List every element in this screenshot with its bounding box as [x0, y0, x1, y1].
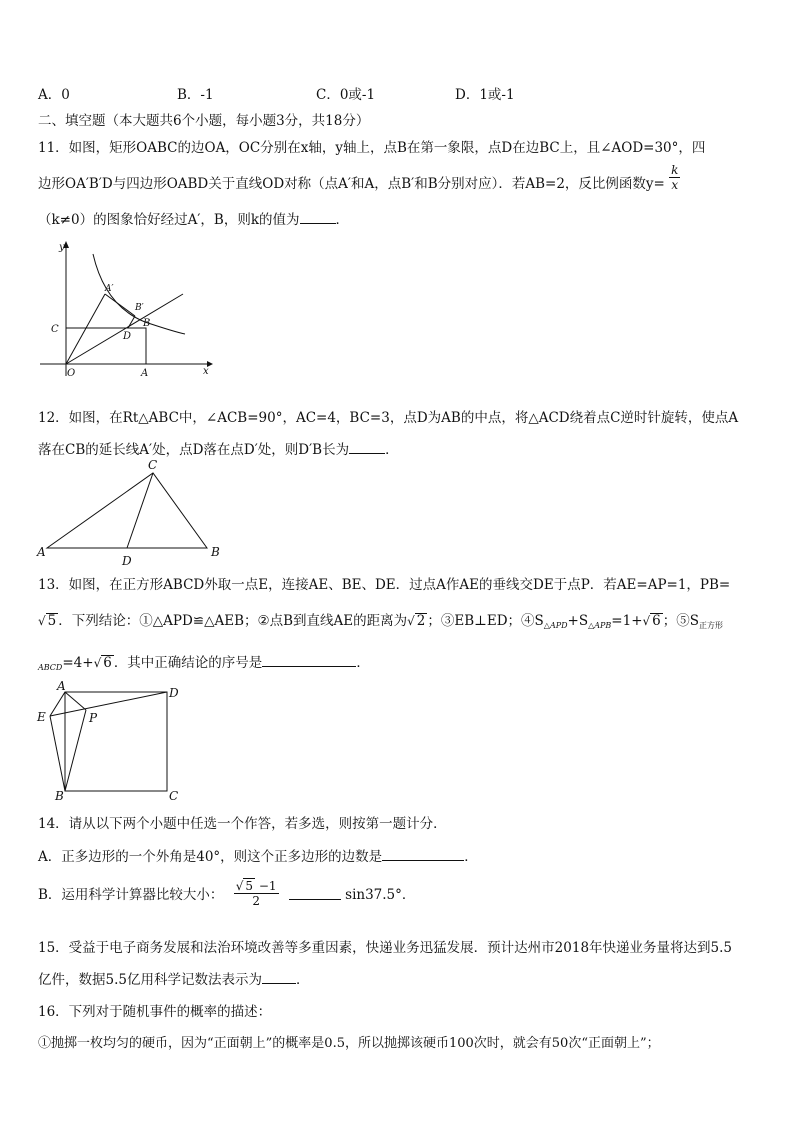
label-b: B [143, 318, 151, 329]
line-b-prime-d [128, 316, 135, 328]
q13-l2-e: ；⑤S [662, 613, 700, 629]
q15-line2-end: ． [295, 972, 310, 988]
section-title: 二、填空题（本大题共6个小题，每小题3分，共18分） [38, 113, 370, 129]
label-y: y [59, 242, 65, 253]
q13-l3-a: =4+ [62, 655, 94, 671]
q13-l2-d: =1+ [611, 613, 643, 629]
answer-blank [262, 971, 296, 984]
label-a: A [57, 679, 66, 693]
q12-line2-text: 落在CB的延长线A′处，点D落在点D′处，则D′B长为 [38, 442, 350, 458]
rectangle-oabc [66, 328, 146, 364]
option-b: B．-1 [177, 87, 214, 103]
q11-line3 [38, 208, 349, 228]
q16-intro: 16．下列对于随机事件的概率的描述： [38, 1004, 272, 1020]
label-b-prime: B′ [135, 303, 144, 313]
q13-line3: $_{ABCD}$=4+√ 6 ．其中正确结论的序号是 ． [38, 655, 370, 672]
q12-line2-end: ． [385, 442, 399, 458]
label-b: B [211, 545, 220, 559]
minus-one: −1 [258, 879, 277, 893]
option-d: D．1或-1 [455, 87, 515, 103]
label-a: A [141, 368, 149, 379]
q11-figure [35, 236, 215, 380]
q11-line2 [38, 163, 680, 192]
q13-figure [33, 679, 193, 803]
label-d: D [123, 331, 132, 342]
q14-b-text: B．运用科学计算器比较大小： [38, 887, 224, 903]
answer-blank [289, 887, 341, 900]
q13-l3-b: ．其中正确结论的序号是 [113, 655, 263, 671]
sub-apb: △APB [588, 621, 612, 630]
q14-b-end: sin37.5°． [345, 887, 416, 903]
q13-line2: √ 5 ．下列结论：①△APD≌△AEB；②点B到直线AE的距离为√ 2 ；③EB⊥ED；$④S_{\triangle APD}+S_{\triangle APB}=1+√$ 6 ；$⑤S_{正方形}$ [38, 613, 724, 630]
line-a-prime-b-prime [105, 294, 135, 316]
label-c: C [169, 789, 179, 803]
line-be [50, 716, 65, 791]
line-ap [65, 692, 86, 710]
q11-line1: 11．如图，矩形OABC的边OA，OC分别在x轴，y轴上，点B在第一象限，点D在边BC上，且∠AOD=30°，四 [38, 140, 706, 156]
label-d: D [169, 686, 179, 700]
answer-blank [262, 654, 356, 667]
sqrt-2: 2 [416, 613, 426, 629]
label-e: E [37, 710, 46, 724]
answer-blank [382, 848, 464, 861]
frac-numerator: k [671, 163, 679, 177]
sub-abcd: ABCD [38, 663, 63, 672]
q15-line1: 15．受益于电子商务发展和法治环境改善等多重因素，快递业务迅猛发展．预计达州市2018年快递业务量将达到5.5 [38, 940, 733, 956]
hyperbola-curve [93, 254, 185, 334]
q15-line2-text: 亿件，数据5.5亿用科学记数法表示为 [38, 972, 262, 988]
answer-blank [300, 211, 336, 224]
option-c: C．0或-1 [316, 87, 376, 103]
q14-intro: 14．请从以下两个小题中任选一个作答，若多选，则按第一题计分． [38, 816, 447, 832]
label-b: B [55, 789, 64, 803]
label-p: P [89, 711, 98, 725]
q14-a [38, 845, 478, 865]
q13-l3-end: ． [356, 655, 370, 671]
q11-line3-text: （k≠0）的图象恰好经过A′，B，则k的值为 [38, 212, 300, 228]
label-a-prime: A′ [105, 284, 114, 294]
q11-line2-text: 边形OA′B′D与四边形OABD关于直线OD对称（点A′和A，点B′和B分别对应）．若AB=2，反比例函数y= [38, 176, 665, 192]
q14-a-end: ． [464, 849, 478, 865]
q13-l2-c: +S [567, 613, 589, 629]
q13-l2-a: ．下列结论：①△APD≌△AEB；②点B到直线AE的距离为 [58, 613, 408, 629]
triangle-abc [47, 473, 207, 548]
q12-figure [35, 455, 235, 570]
label-o: O [67, 368, 76, 379]
q14-a-text: A．正多边形的一个外角是40°，则这个正多边形的边数是 [38, 849, 383, 865]
line-oa-prime [66, 294, 105, 364]
q14-b [38, 878, 415, 908]
label-d: D [122, 554, 132, 568]
frac-denominator: x [671, 178, 679, 192]
square-abcd [65, 692, 167, 791]
frac-numerator: √ 5 −1 [235, 879, 277, 893]
sqrt-5: 5 [245, 879, 254, 893]
line-cd [127, 473, 153, 548]
sub-apd: △APD [543, 621, 568, 630]
line-ed [50, 692, 167, 716]
q15-line2 [38, 968, 309, 988]
q11-fraction [669, 163, 680, 192]
q11-line3-end: ． [335, 212, 349, 228]
q16-item1: ①抛掷一枚均匀的硬币，因为“正面朝上”的概率是0.5，所以抛掷该硬币100次时，就会有50次“正面朝上”； [38, 1036, 660, 1051]
line-ae [50, 692, 65, 716]
label-a: A [37, 545, 46, 559]
frac-denominator: 2 [252, 894, 260, 908]
answer-blank [349, 441, 385, 454]
sqrt-6b: 6 [103, 655, 112, 671]
sqrt-5: 5 [47, 613, 57, 629]
q13-l2-b: ；③EB⊥ED；④S [427, 613, 544, 629]
label-c: C [51, 324, 59, 335]
q12-line1: 12．如图，在Rt△ABC中，∠ACB=90°，AC=4，BC=3，点D为AB的中点，将△ACD绕着点C逆时针旋转，使点A [38, 410, 739, 426]
q14-fraction [234, 878, 279, 908]
label-c: C [148, 458, 158, 472]
sub-square: 正方形 [699, 621, 724, 630]
option-a: A．0 [38, 87, 70, 103]
q13-line1: 13．如图，在正方形ABCD外取一点E，连接AE、BE、DE．过点A作AE的垂线交DE于点P．若AE=AP=1，PB= [38, 577, 731, 593]
label-x: x [203, 366, 209, 377]
line-pb [65, 710, 86, 791]
sqrt-6: 6 [652, 613, 661, 629]
